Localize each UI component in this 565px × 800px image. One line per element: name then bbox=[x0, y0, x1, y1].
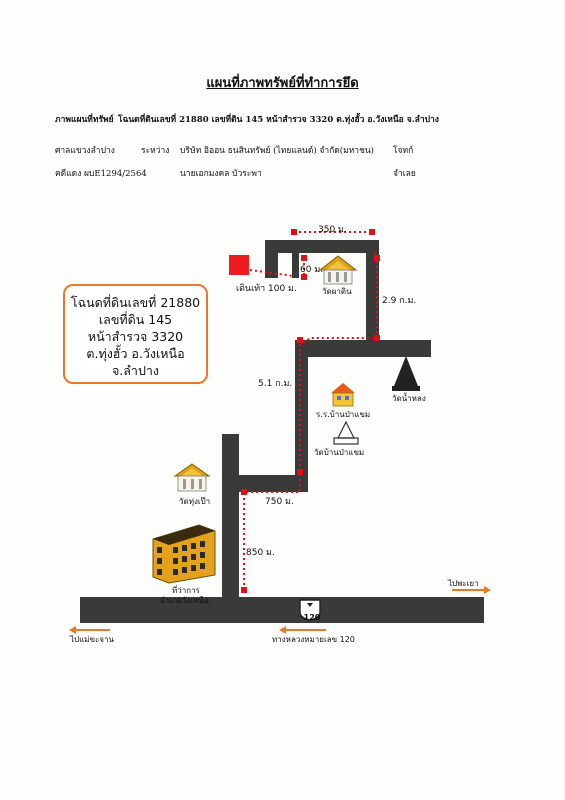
distance-750m: 750 ม. bbox=[265, 497, 294, 507]
stupa-icon bbox=[392, 356, 420, 391]
building-icon bbox=[153, 525, 215, 583]
district-office-label-2: อำเภอวังเหนือ bbox=[160, 596, 209, 605]
route-marker bbox=[241, 587, 247, 593]
route-marker bbox=[297, 337, 303, 343]
highway-120-label: ทางหลวงหมายเลข 120 bbox=[272, 635, 355, 644]
province: จ.ลำปาง bbox=[111, 363, 160, 378]
distance-60m: 60 ม. bbox=[300, 265, 324, 275]
land-number: เลขที่ดิน 145 bbox=[98, 312, 173, 327]
school-icon bbox=[331, 383, 355, 406]
distance-350m: 350 ม. bbox=[318, 225, 347, 235]
deed-number: โฉนดที่ดินเลขที่ 21880 bbox=[70, 295, 201, 310]
plaintiff-name: บริษัท อิออน ธนสินทรัพย์ (ไทยแลนด์) จำกัด(มหาชน) bbox=[180, 146, 374, 156]
temple-icon bbox=[175, 464, 209, 491]
distance-2-9km: 2.9 ก.ม. bbox=[382, 296, 417, 306]
property-map-label: ภาพแผนที่ทรัพย์ bbox=[55, 115, 114, 125]
stupa-icon bbox=[334, 422, 358, 444]
wat-pha-din-label: วัดผาดิน bbox=[322, 287, 352, 296]
distance-5-1km: 5.1 ก.ม. bbox=[258, 379, 293, 389]
defendant-role: จำเลย bbox=[393, 169, 416, 179]
road-spur bbox=[292, 250, 299, 278]
to-phayao-label: ไปพะเยา bbox=[448, 579, 479, 588]
defendant-name: นายเอกมงคล บัวระพา bbox=[180, 169, 262, 179]
road-district-north bbox=[222, 434, 239, 600]
plaintiff-role: โจทก์ bbox=[393, 146, 414, 156]
deed-info-box bbox=[63, 284, 208, 384]
survey-page: หน้าสำรวจ 3320 bbox=[87, 329, 184, 344]
road-upper-horizontal bbox=[295, 340, 431, 357]
wat-ban-pa-khaem-label: วัดบ้านป่าแขม bbox=[314, 448, 365, 457]
subdistrict-district: ต.ทุ่งฮั้ว อ.วังเหนือ bbox=[86, 346, 185, 361]
district-office-label: ที่ว่าการ bbox=[172, 586, 200, 595]
wat-nam-laeng-label: วัดน้ำหลง bbox=[392, 394, 426, 403]
temple-icon bbox=[320, 256, 356, 284]
distance-850m: 850 ม. bbox=[246, 548, 275, 558]
highway-shield-number: 120 bbox=[303, 613, 321, 622]
route-marker bbox=[374, 335, 380, 341]
between-label: ระหว่าง bbox=[141, 146, 170, 156]
route-marker bbox=[374, 255, 380, 261]
property-description: โฉนดที่ดินเลขที่ 21880 เลขที่ดิน 145 หน้าสำรวจ 3320 ต.ทุ่งฮั้ว อ.วังเหนือ จ.ลำปาง bbox=[118, 115, 439, 125]
case-number: คดีแดง ผบE1294/2564 bbox=[55, 169, 147, 179]
walk-100m: เดินเท้า 100 ม. bbox=[236, 284, 297, 294]
to-mae-khachan-label: ไปแม่ขะจาน bbox=[70, 635, 114, 644]
wat-thung-pao-label: วัดทุ่งเป๊า bbox=[179, 497, 211, 506]
route-marker bbox=[291, 229, 297, 235]
school-label: ร.ร.บ้านป่าแขม bbox=[316, 410, 371, 419]
page-title: แผนที่ภาพทรัพย์ที่ทำการยึด bbox=[206, 76, 359, 91]
route-marker bbox=[301, 255, 307, 261]
court-name: ศาลแขวงลำปาง bbox=[55, 146, 115, 156]
highway-120-road bbox=[80, 597, 484, 623]
route-marker bbox=[297, 469, 303, 475]
route-marker bbox=[241, 489, 247, 495]
road-top-horizontal bbox=[265, 240, 378, 253]
target-property-marker bbox=[229, 255, 249, 275]
route-marker bbox=[369, 229, 375, 235]
